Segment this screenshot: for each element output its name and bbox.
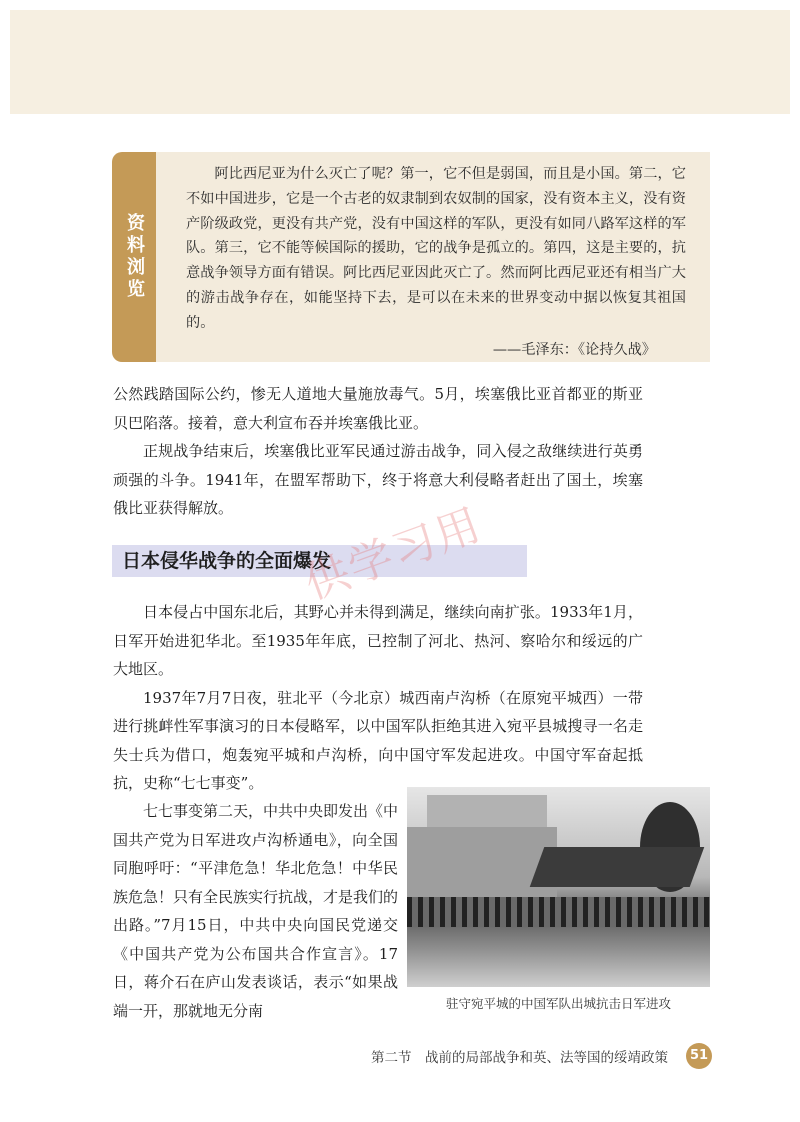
paragraph: 日本侵占中国东北后，其野心并未得到满足，继续向南扩张。1933年1月，日军开始进犯华北。至1935年年底，已控制了河北、热河、察哈尔和绥远的广大地区。 [113, 603, 643, 678]
header-band [10, 10, 790, 114]
quote-text: 阿比西尼亚为什么灭亡了呢？第一，它不但是弱国，而且是小国。第二，它不如中国进步，它是一个古老的奴隶制到农奴制的国家，没有资本主义，没有资产阶级政党，更没有共产党，没有中国这样的军队，更没有如同八路军这样的军队。第三，它不能等候国际的援助，它的战争是孤立的。第四，这是主要的，抗意战争领导方面有错误。阿比西尼亚因此灭亡了。然而阿比西尼亚还有相当广大的游击战争存在，如能坚持下去，是可以在未来的世界变动中据以恢复其祖国的。 [186, 166, 686, 331]
upper-body [113, 380, 643, 523]
watermark: 供学习用 [298, 498, 489, 610]
quote-box [156, 152, 710, 362]
historical-photo [407, 787, 710, 987]
paragraph: 七七事变第二天，中共中央即发出《中国共产党为日军进攻卢沟桥通电》，向全国同胞呼吁：“平津危急！华北危急！中华民族危急！只有全民族实行抗战，才是我们的出路。”7月15日，中共中央向国民党递交《中国共产党为公布国共合作宣言》。17日，蒋介石在庐山发表谈话，表示“如果战端一开，那就地无分南 [113, 802, 399, 1020]
footer-section-label: 第二节 战前的局部战争和英、法等国的绥靖政策 [371, 1050, 668, 1066]
building-roof [530, 847, 705, 887]
page-number-badge: 51 [686, 1043, 712, 1069]
sidebar-tab-label: 资料浏览 [124, 213, 145, 301]
section-title: 日本侵华战争的全面爆发 [122, 550, 332, 572]
marching-troops [407, 897, 710, 927]
quote-source: ——毛泽东：《论持久战》 [492, 341, 656, 358]
paragraph: 正规战争结束后，埃塞俄比亚军民通过游击战争，同入侵之敌继续进行英勇顽强的斗争。1941年，在盟军帮助下，终于将意大利侵略者赶出了国土，埃塞俄比亚获得解放。 [113, 442, 643, 517]
lower-body-full [113, 598, 643, 798]
paragraph: 公然践踏国际公约，惨无人道地大量施放毒气。5月，埃塞俄比亚首都亚的斯亚贝巴陷落。接着，意大利宣布吞并埃塞俄比亚。 [113, 385, 643, 432]
paragraph: 1937年7月7日夜，驻北平（今北京）城西南卢沟桥（在原宛平城西）一带进行挑衅性军事演习的日本侵略军，以中国军队拒绝其进入宛平县城搜寻一名走失士兵为借口，炮轰宛平城和卢沟桥，向中国守军发起进攻。中国守军奋起抵抗，史称“七七事变”。 [113, 688, 643, 792]
photo-caption: 驻守宛平城的中国军队出城抗击日军进攻 [445, 996, 671, 1011]
sidebar-tab-data-browse [112, 152, 156, 362]
lower-body-narrow [113, 797, 398, 1025]
